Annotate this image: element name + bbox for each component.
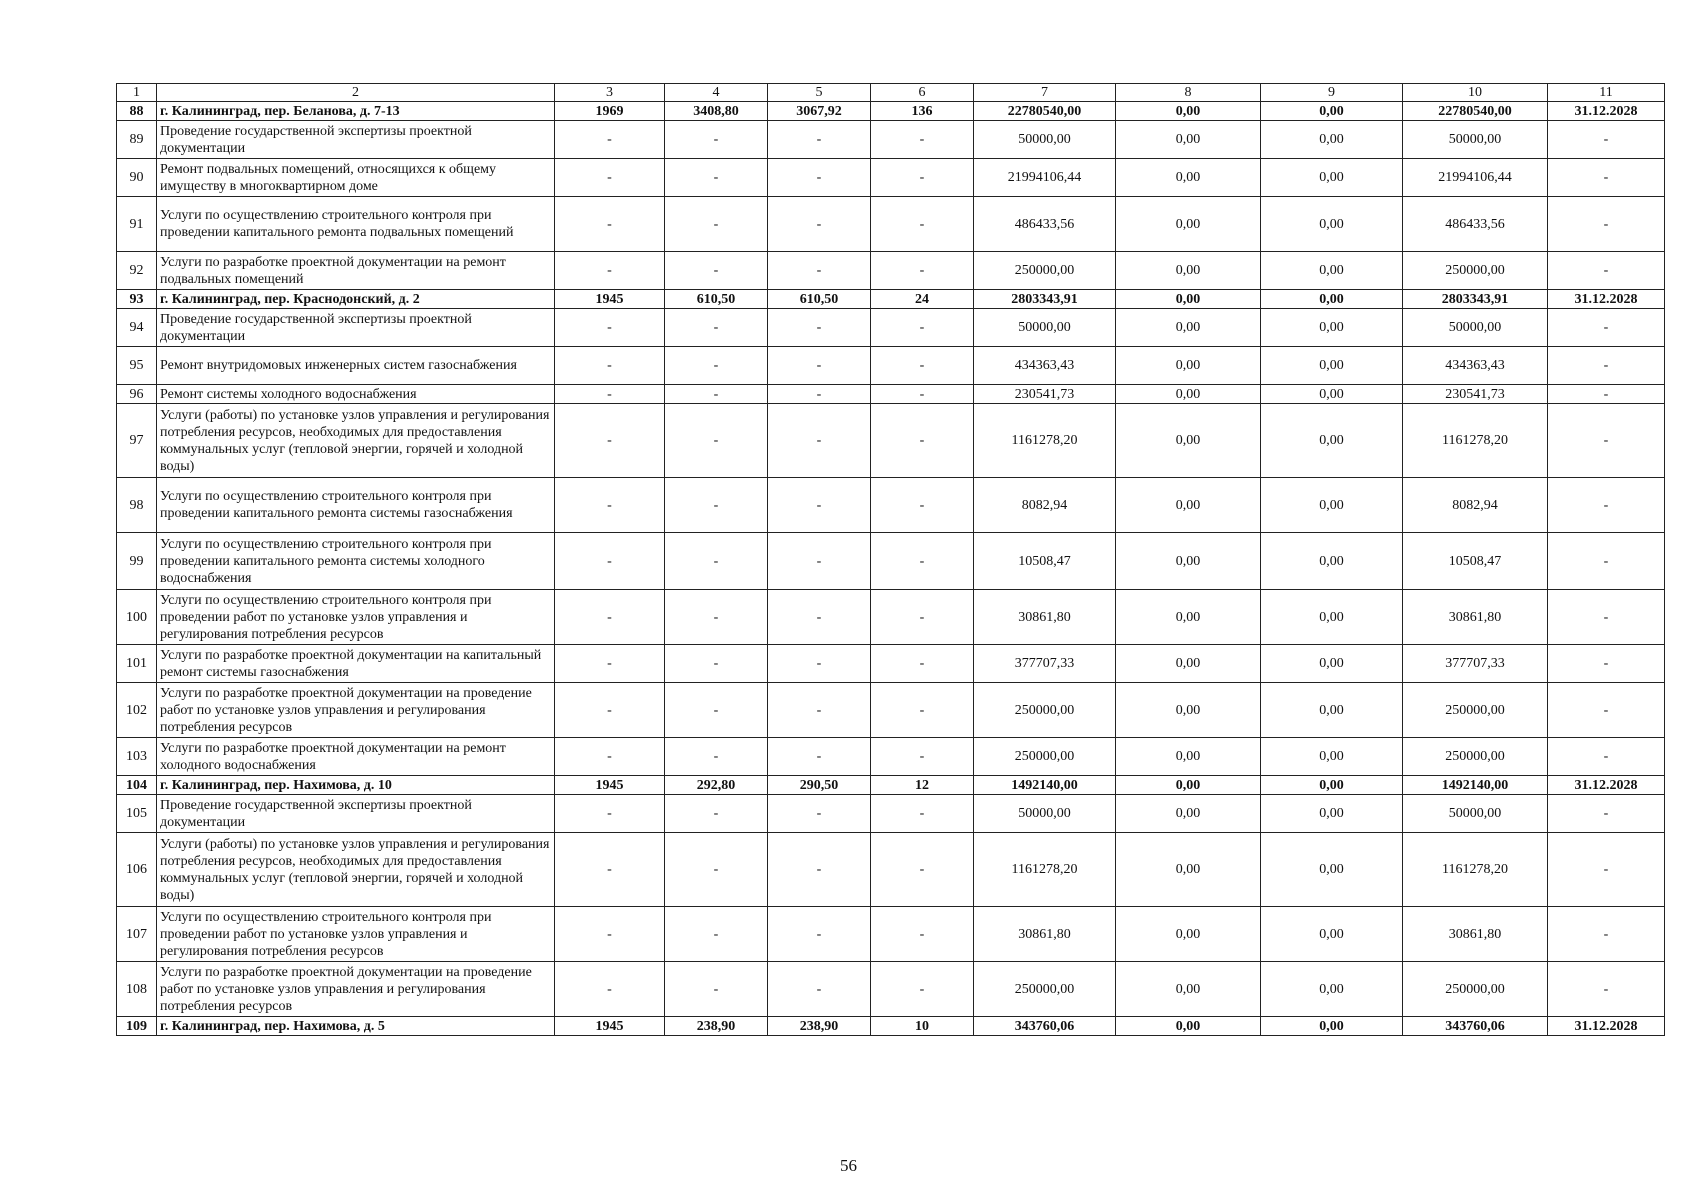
value-cell-col8: 0,00 — [1116, 347, 1261, 385]
value-cell-col7: 21994106,44 — [974, 159, 1116, 197]
value-cell-col11: - — [1548, 795, 1665, 833]
work-name-cell: Услуги по разработке проектной документации на проведение работ по установке узлов управления и регулирования потребления ресурсов — [157, 962, 555, 1017]
page-number: 56 — [840, 1156, 857, 1175]
value-cell-col7: 250000,00 — [974, 962, 1116, 1017]
address-row — [117, 776, 1665, 795]
work-item-row — [117, 795, 1665, 833]
value-cell-col10: 30861,80 — [1403, 590, 1548, 645]
value-cell-col11: - — [1548, 907, 1665, 962]
value-cell-col6: - — [871, 197, 974, 252]
work-item-row — [117, 907, 1665, 962]
value-cell-col10: 250000,00 — [1403, 738, 1548, 776]
value-cell-col9: 0,00 — [1261, 833, 1403, 907]
value-cell-col10: 8082,94 — [1403, 478, 1548, 533]
row-number: 99 — [117, 533, 157, 590]
value-cell-col6: 24 — [871, 290, 974, 309]
value-cell-col4: - — [665, 683, 768, 738]
value-cell-col4: - — [665, 907, 768, 962]
row-number: 92 — [117, 252, 157, 290]
value-cell-col8: 0,00 — [1116, 404, 1261, 478]
row-number: 98 — [117, 478, 157, 533]
value-cell-col4: - — [665, 404, 768, 478]
value-cell-col10: 30861,80 — [1403, 907, 1548, 962]
value-cell-col5: - — [768, 478, 871, 533]
value-cell-col3: - — [555, 385, 665, 404]
value-cell-col7: 2803343,91 — [974, 290, 1116, 309]
value-cell-col9: 0,00 — [1261, 197, 1403, 252]
value-cell-col11: - — [1548, 347, 1665, 385]
value-cell-col3: - — [555, 962, 665, 1017]
value-cell-col7: 22780540,00 — [974, 102, 1116, 121]
work-item-row — [117, 833, 1665, 907]
value-cell-col6: - — [871, 347, 974, 385]
value-cell-col5: - — [768, 159, 871, 197]
value-cell-col11: - — [1548, 738, 1665, 776]
work-name-cell: Услуги по осуществлению строительного контроля при проведении работ по установке узлов управления и регулирования потребления ресурсов — [157, 907, 555, 962]
value-cell-col7: 1161278,20 — [974, 404, 1116, 478]
work-name-cell: Услуги по осуществлению строительного контроля при проведении капитального ремонта системы холодного водоснабжения — [157, 533, 555, 590]
row-number: 88 — [117, 102, 157, 121]
value-cell-col10: 2803343,91 — [1403, 290, 1548, 309]
row-number: 97 — [117, 404, 157, 478]
value-cell-col9: 0,00 — [1261, 102, 1403, 121]
value-cell-col4: 292,80 — [665, 776, 768, 795]
value-cell-col3: - — [555, 795, 665, 833]
work-name-cell: Проведение государственной экспертизы проектной документации — [157, 309, 555, 347]
value-cell-col10: 1492140,00 — [1403, 776, 1548, 795]
value-cell-col3: - — [555, 907, 665, 962]
value-cell-col9: 0,00 — [1261, 121, 1403, 159]
value-cell-col6: - — [871, 159, 974, 197]
address-row — [117, 102, 1665, 121]
value-cell-col11: - — [1548, 252, 1665, 290]
value-cell-col6: - — [871, 907, 974, 962]
work-name-cell: Услуги по разработке проектной документации на капитальный ремонт системы газоснабжения — [157, 645, 555, 683]
address-row — [117, 290, 1665, 309]
value-cell-col9: 0,00 — [1261, 533, 1403, 590]
value-cell-col8: 0,00 — [1116, 290, 1261, 309]
work-name-cell: Проведение государственной экспертизы проектной документации — [157, 795, 555, 833]
value-cell-col7: 343760,06 — [974, 1017, 1116, 1036]
value-cell-col11: - — [1548, 121, 1665, 159]
value-cell-col10: 50000,00 — [1403, 795, 1548, 833]
value-cell-col11: 31.12.2028 — [1548, 290, 1665, 309]
value-cell-col7: 377707,33 — [974, 645, 1116, 683]
value-cell-col5: 610,50 — [768, 290, 871, 309]
value-cell-col8: 0,00 — [1116, 252, 1261, 290]
work-item-row — [117, 590, 1665, 645]
value-cell-col7: 50000,00 — [974, 795, 1116, 833]
value-cell-col7: 50000,00 — [974, 121, 1116, 159]
column-header: 1 — [117, 84, 157, 102]
value-cell-col4: - — [665, 252, 768, 290]
value-cell-col5: - — [768, 907, 871, 962]
work-item-row — [117, 159, 1665, 197]
value-cell-col6: - — [871, 833, 974, 907]
value-cell-col10: 10508,47 — [1403, 533, 1548, 590]
value-cell-col3: 1969 — [555, 102, 665, 121]
value-cell-col5: 3067,92 — [768, 102, 871, 121]
column-header: 3 — [555, 84, 665, 102]
value-cell-col11: - — [1548, 197, 1665, 252]
value-cell-col9: 0,00 — [1261, 347, 1403, 385]
value-cell-col9: 0,00 — [1261, 795, 1403, 833]
row-number: 96 — [117, 385, 157, 404]
value-cell-col11: - — [1548, 683, 1665, 738]
value-cell-col4: - — [665, 121, 768, 159]
value-cell-col4: 610,50 — [665, 290, 768, 309]
work-item-row — [117, 252, 1665, 290]
work-item-row — [117, 385, 1665, 404]
value-cell-col3: - — [555, 478, 665, 533]
value-cell-col3: - — [555, 121, 665, 159]
row-number: 103 — [117, 738, 157, 776]
address-cell: г. Калининград, пер. Беланова, д. 7-13 — [157, 102, 555, 121]
value-cell-col3: - — [555, 347, 665, 385]
value-cell-col5: - — [768, 252, 871, 290]
value-cell-col11: - — [1548, 962, 1665, 1017]
row-number: 100 — [117, 590, 157, 645]
value-cell-col6: - — [871, 252, 974, 290]
column-header: 9 — [1261, 84, 1403, 102]
work-name-cell: Ремонт подвальных помещений, относящихся к общему имуществу в многоквартирном доме — [157, 159, 555, 197]
value-cell-col3: - — [555, 404, 665, 478]
value-cell-col6: 10 — [871, 1017, 974, 1036]
work-name-cell: Услуги (работы) по установке узлов управления и регулирования потребления ресурсов, необходимых для предоставления коммунальных услуг (тепловой энергии, горячей и холодной воды) — [157, 833, 555, 907]
work-item-row — [117, 121, 1665, 159]
value-cell-col5: - — [768, 795, 871, 833]
value-cell-col6: - — [871, 478, 974, 533]
work-item-row — [117, 683, 1665, 738]
value-cell-col8: 0,00 — [1116, 645, 1261, 683]
value-cell-col6: - — [871, 121, 974, 159]
value-cell-col4: - — [665, 478, 768, 533]
value-cell-col8: 0,00 — [1116, 533, 1261, 590]
row-number: 102 — [117, 683, 157, 738]
work-name-cell: Услуги по разработке проектной документации на ремонт подвальных помещений — [157, 252, 555, 290]
value-cell-col10: 50000,00 — [1403, 121, 1548, 159]
value-cell-col8: 0,00 — [1116, 121, 1261, 159]
value-cell-col10: 434363,43 — [1403, 347, 1548, 385]
row-number: 108 — [117, 962, 157, 1017]
work-name-cell: Услуги по разработке проектной документации на ремонт холодного водоснабжения — [157, 738, 555, 776]
value-cell-col6: 12 — [871, 776, 974, 795]
value-cell-col5: - — [768, 962, 871, 1017]
value-cell-col7: 1161278,20 — [974, 833, 1116, 907]
row-number: 104 — [117, 776, 157, 795]
value-cell-col3: - — [555, 683, 665, 738]
value-cell-col5: - — [768, 347, 871, 385]
capital-repair-table — [116, 83, 1665, 1036]
work-item-row — [117, 404, 1665, 478]
work-name-cell: Ремонт системы холодного водоснабжения — [157, 385, 555, 404]
value-cell-col7: 434363,43 — [974, 347, 1116, 385]
value-cell-col9: 0,00 — [1261, 590, 1403, 645]
value-cell-col11: - — [1548, 533, 1665, 590]
work-name-cell: Ремонт внутридомовых инженерных систем газоснабжения — [157, 347, 555, 385]
value-cell-col8: 0,00 — [1116, 385, 1261, 404]
value-cell-col3: - — [555, 833, 665, 907]
value-cell-col4: - — [665, 159, 768, 197]
work-item-row — [117, 478, 1665, 533]
value-cell-col8: 0,00 — [1116, 907, 1261, 962]
value-cell-col5: - — [768, 309, 871, 347]
value-cell-col5: 290,50 — [768, 776, 871, 795]
column-header: 5 — [768, 84, 871, 102]
value-cell-col4: - — [665, 795, 768, 833]
value-cell-col3: 1945 — [555, 290, 665, 309]
value-cell-col5: - — [768, 833, 871, 907]
value-cell-col7: 30861,80 — [974, 907, 1116, 962]
value-cell-col3: - — [555, 738, 665, 776]
value-cell-col10: 21994106,44 — [1403, 159, 1548, 197]
address-cell: г. Калининград, пер. Краснодонский, д. 2 — [157, 290, 555, 309]
value-cell-col9: 0,00 — [1261, 645, 1403, 683]
value-cell-col3: - — [555, 197, 665, 252]
column-header: 2 — [157, 84, 555, 102]
value-cell-col8: 0,00 — [1116, 683, 1261, 738]
value-cell-col11: - — [1548, 590, 1665, 645]
address-row — [117, 1017, 1665, 1036]
value-cell-col4: - — [665, 645, 768, 683]
value-cell-col7: 8082,94 — [974, 478, 1116, 533]
value-cell-col8: 0,00 — [1116, 738, 1261, 776]
value-cell-col10: 250000,00 — [1403, 252, 1548, 290]
value-cell-col6: - — [871, 309, 974, 347]
value-cell-col4: - — [665, 533, 768, 590]
row-number: 107 — [117, 907, 157, 962]
value-cell-col5: - — [768, 404, 871, 478]
value-cell-col8: 0,00 — [1116, 776, 1261, 795]
value-cell-col9: 0,00 — [1261, 309, 1403, 347]
value-cell-col3: - — [555, 309, 665, 347]
row-number: 90 — [117, 159, 157, 197]
value-cell-col10: 22780540,00 — [1403, 102, 1548, 121]
row-number: 89 — [117, 121, 157, 159]
value-cell-col9: 0,00 — [1261, 159, 1403, 197]
row-number: 106 — [117, 833, 157, 907]
value-cell-col9: 0,00 — [1261, 385, 1403, 404]
row-number: 101 — [117, 645, 157, 683]
value-cell-col9: 0,00 — [1261, 738, 1403, 776]
value-cell-col11: 31.12.2028 — [1548, 1017, 1665, 1036]
value-cell-col11: - — [1548, 478, 1665, 533]
value-cell-col5: - — [768, 197, 871, 252]
value-cell-col6: - — [871, 645, 974, 683]
value-cell-col5: - — [768, 590, 871, 645]
column-number-row — [117, 84, 1665, 102]
value-cell-col11: - — [1548, 645, 1665, 683]
work-item-row — [117, 347, 1665, 385]
value-cell-col11: 31.12.2028 — [1548, 102, 1665, 121]
value-cell-col4: - — [665, 197, 768, 252]
value-cell-col4: - — [665, 309, 768, 347]
value-cell-col4: - — [665, 738, 768, 776]
work-item-row — [117, 533, 1665, 590]
work-name-cell: Услуги по осуществлению строительного контроля при проведении капитального ремонта системы газоснабжения — [157, 478, 555, 533]
value-cell-col3: - — [555, 590, 665, 645]
address-cell: г. Калининград, пер. Нахимова, д. 10 — [157, 776, 555, 795]
value-cell-col6: - — [871, 795, 974, 833]
value-cell-col7: 1492140,00 — [974, 776, 1116, 795]
value-cell-col11: 31.12.2028 — [1548, 776, 1665, 795]
row-number: 93 — [117, 290, 157, 309]
value-cell-col6: - — [871, 738, 974, 776]
value-cell-col7: 250000,00 — [974, 252, 1116, 290]
address-cell: г. Калининград, пер. Нахимова, д. 5 — [157, 1017, 555, 1036]
value-cell-col8: 0,00 — [1116, 102, 1261, 121]
value-cell-col9: 0,00 — [1261, 907, 1403, 962]
value-cell-col6: - — [871, 683, 974, 738]
column-header: 10 — [1403, 84, 1548, 102]
column-header: 11 — [1548, 84, 1665, 102]
value-cell-col9: 0,00 — [1261, 776, 1403, 795]
work-item-row — [117, 962, 1665, 1017]
value-cell-col10: 250000,00 — [1403, 683, 1548, 738]
value-cell-col5: 238,90 — [768, 1017, 871, 1036]
value-cell-col6: - — [871, 385, 974, 404]
value-cell-col10: 377707,33 — [1403, 645, 1548, 683]
work-name-cell: Услуги по осуществлению строительного контроля при проведении работ по установке узлов управления и регулирования потребления ресурсов — [157, 590, 555, 645]
value-cell-col6: 136 — [871, 102, 974, 121]
row-number: 91 — [117, 197, 157, 252]
value-cell-col7: 250000,00 — [974, 738, 1116, 776]
value-cell-col7: 486433,56 — [974, 197, 1116, 252]
value-cell-col7: 230541,73 — [974, 385, 1116, 404]
value-cell-col5: - — [768, 533, 871, 590]
row-number: 94 — [117, 309, 157, 347]
value-cell-col3: - — [555, 533, 665, 590]
column-header: 8 — [1116, 84, 1261, 102]
value-cell-col10: 343760,06 — [1403, 1017, 1548, 1036]
value-cell-col7: 50000,00 — [974, 309, 1116, 347]
work-item-row — [117, 197, 1665, 252]
value-cell-col5: - — [768, 385, 871, 404]
work-item-row — [117, 738, 1665, 776]
value-cell-col4: 3408,80 — [665, 102, 768, 121]
value-cell-col6: - — [871, 590, 974, 645]
row-number: 95 — [117, 347, 157, 385]
value-cell-col8: 0,00 — [1116, 590, 1261, 645]
value-cell-col6: - — [871, 962, 974, 1017]
value-cell-col8: 0,00 — [1116, 159, 1261, 197]
value-cell-col4: - — [665, 385, 768, 404]
value-cell-col8: 0,00 — [1116, 1017, 1261, 1036]
value-cell-col9: 0,00 — [1261, 478, 1403, 533]
column-header: 6 — [871, 84, 974, 102]
value-cell-col3: - — [555, 252, 665, 290]
value-cell-col10: 1161278,20 — [1403, 833, 1548, 907]
work-name-cell: Услуги по разработке проектной документации на проведение работ по установке узлов управления и регулирования потребления ресурсов — [157, 683, 555, 738]
value-cell-col8: 0,00 — [1116, 309, 1261, 347]
value-cell-col10: 230541,73 — [1403, 385, 1548, 404]
value-cell-col4: - — [665, 833, 768, 907]
value-cell-col4: 238,90 — [665, 1017, 768, 1036]
row-number: 109 — [117, 1017, 157, 1036]
value-cell-col5: - — [768, 738, 871, 776]
value-cell-col9: 0,00 — [1261, 252, 1403, 290]
value-cell-col10: 486433,56 — [1403, 197, 1548, 252]
value-cell-col3: 1945 — [555, 1017, 665, 1036]
value-cell-col9: 0,00 — [1261, 290, 1403, 309]
value-cell-col5: - — [768, 121, 871, 159]
value-cell-col11: - — [1548, 159, 1665, 197]
value-cell-col9: 0,00 — [1261, 683, 1403, 738]
column-header: 7 — [974, 84, 1116, 102]
value-cell-col3: - — [555, 159, 665, 197]
value-cell-col4: - — [665, 962, 768, 1017]
table-body — [117, 102, 1665, 1036]
value-cell-col9: 0,00 — [1261, 1017, 1403, 1036]
value-cell-col11: - — [1548, 385, 1665, 404]
value-cell-col5: - — [768, 683, 871, 738]
work-name-cell: Услуги по осуществлению строительного контроля при проведении капитального ремонта подвальных помещений — [157, 197, 555, 252]
value-cell-col8: 0,00 — [1116, 795, 1261, 833]
value-cell-col10: 1161278,20 — [1403, 404, 1548, 478]
value-cell-col4: - — [665, 347, 768, 385]
value-cell-col7: 250000,00 — [974, 683, 1116, 738]
value-cell-col7: 30861,80 — [974, 590, 1116, 645]
value-cell-col8: 0,00 — [1116, 833, 1261, 907]
value-cell-col9: 0,00 — [1261, 404, 1403, 478]
work-name-cell: Услуги (работы) по установке узлов управления и регулирования потребления ресурсов, необходимых для предоставления коммунальных услуг (тепловой энергии, горячей и холодной воды) — [157, 404, 555, 478]
column-header: 4 — [665, 84, 768, 102]
value-cell-col11: - — [1548, 404, 1665, 478]
work-item-row — [117, 309, 1665, 347]
value-cell-col11: - — [1548, 309, 1665, 347]
value-cell-col3: - — [555, 645, 665, 683]
work-name-cell: Проведение государственной экспертизы проектной документации — [157, 121, 555, 159]
value-cell-col8: 0,00 — [1116, 962, 1261, 1017]
value-cell-col9: 0,00 — [1261, 962, 1403, 1017]
value-cell-col6: - — [871, 404, 974, 478]
value-cell-col11: - — [1548, 833, 1665, 907]
value-cell-col5: - — [768, 645, 871, 683]
value-cell-col8: 0,00 — [1116, 478, 1261, 533]
value-cell-col8: 0,00 — [1116, 197, 1261, 252]
row-number: 105 — [117, 795, 157, 833]
work-item-row — [117, 645, 1665, 683]
value-cell-col6: - — [871, 533, 974, 590]
value-cell-col10: 50000,00 — [1403, 309, 1548, 347]
value-cell-col4: - — [665, 590, 768, 645]
value-cell-col3: 1945 — [555, 776, 665, 795]
value-cell-col10: 250000,00 — [1403, 962, 1548, 1017]
value-cell-col7: 10508,47 — [974, 533, 1116, 590]
